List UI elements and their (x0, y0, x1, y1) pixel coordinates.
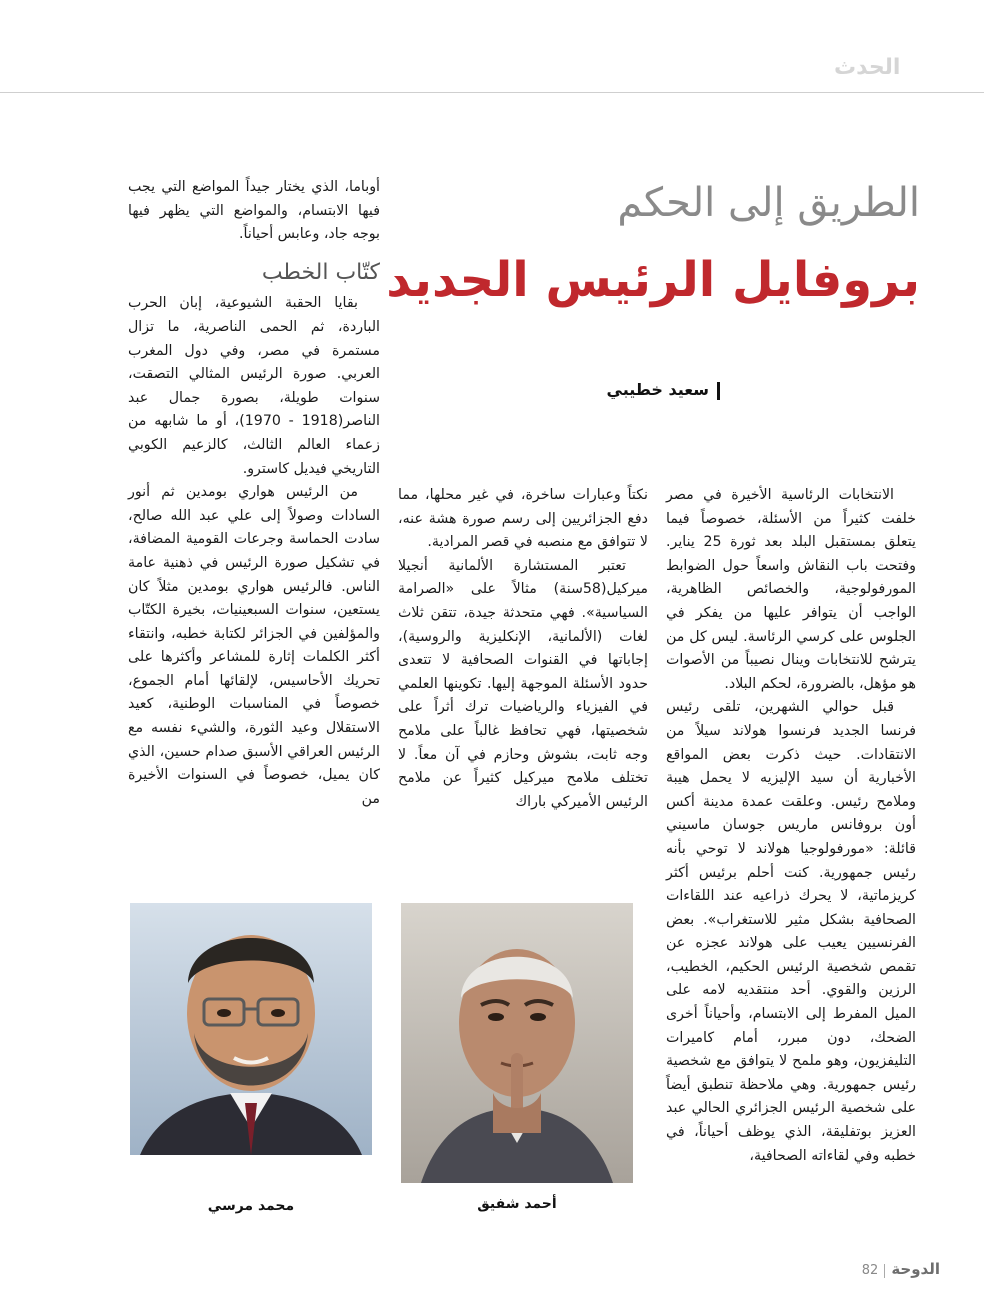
paragraph: نكتاً وعبارات ساخرة، في غير محلها، مما دفع الجزائريين إلى رسم صورة هشة عنه، لا تتوافق مع منصبه في قصر المرادية. (398, 487, 648, 551)
photo-ahmed-shafiq (401, 903, 633, 1183)
footer-separator (884, 1264, 885, 1278)
magazine-name: الدوحة (891, 1260, 940, 1278)
photo-mohamed-morsi (130, 903, 372, 1155)
section-label: الحدث (834, 55, 901, 80)
page-number: 82 (861, 1263, 879, 1278)
subheading: كتّاب الخطب (261, 259, 380, 285)
paragraph: بقايا الحقبة الشيوعية، إبان الحرب الباردة، ثم الحمى الناصرية، ما تزال مستمرة في مصر، وفي دول المغرب العربي. صورة الرئيس المثالي التصقت، سنوات طويلة، بصورة جمال عبد الناصر(1918 - 1970)، أو ما شابهه من زعماء العالم الثالث، كالزعيم الكوبي التاريخي فيديل كاسترو. (128, 295, 380, 477)
paragraph: الانتخابات الرئاسية الأخيرة في مصر خلفت كثيراً من الأسئلة، خصوصاً فيما يتعلق بمستقبل البلد بعد ثورة 25 يناير. وفتحت باب النقاش واسعاً حول الضوابط المورفولوجية، والخصائص الظاهرية، الواجب أن يتوافر عليها من يفكر في الجلوس على كرسي الرئاسة. ليس كل من يترشح للانتخابات وينال نصيباً من الأصوات هو مؤهل، بالضرورة، لحكم البلاد. (666, 487, 917, 692)
article-column-1 (666, 484, 916, 1244)
byline (520, 380, 720, 408)
article-column-2 (398, 484, 648, 884)
page-footer (800, 1260, 940, 1286)
article-kicker: الطريق إلى الحكم (617, 180, 920, 226)
portrait-illustration (130, 903, 372, 1155)
photo-caption-morsi: محمد مرسي (207, 1198, 295, 1214)
photo-caption-shafiq: أحمد شفيق (477, 1196, 557, 1212)
portrait-illustration (401, 903, 633, 1183)
article-column-3 (128, 176, 380, 888)
article-headline: بروفايل الرئيس الجديد (386, 252, 920, 308)
paragraph: من الرئيس هواري بومدين ثم أنور السادات وصولاً إلى علي عبد الله صالح، سادت الحماسة وجرعات القومية المضافة، في تشكيل صورة الرئيس في ذهنية عامة الناس. فالرئيس هواري بومدين مثلاً كان يستعين، سنوات السبعينيات، بخيرة الكتّاب والمؤلفين في الجزائر لكتابة خطبه، وانتقاء أكثر الكلمات إثارة للمشاعر وأكثرها على تحريك الأحاسيس، لإلقائها أمام الجموع، خصوصاً في المناسبات الوطنية، كعيد الاستقلال وعيد الثورة، والشيء نفسه مع الرئيس العراقي الأسبق صدام حسين، الذي كان يميل، خصوصاً في السنوات الأخيرة من (128, 484, 380, 807)
paragraph: تعتبر المستشارة الألمانية أنجيلا ميركيل(58سنة) مثالاً على «الصرامة السياسية». فهي متحدثة جيدة، تتقن ثلاث لغات (الألمانية، الإنكليزية والروسية)، إجاباتها في القنوات الصحافية لا تتعدى حدود الأسئلة الموجهة إليها. تكوينها العلمي في الفيزياء والرياضيات ترك أثراً على شخصيتها، فهي تحافظ غالباً على ملامح وجه ثابت، بشوش وحازم في آن معاً. لا تختلف ملامح ميركيل كثيراً عن ملامح الرئيس الأميركي باراك (398, 557, 648, 810)
paragraph: قبل حوالي الشهرين، تلقى رئيس فرنسا الجديد فرنسوا هولاند سيلاً من الانتقادات. حيث ذكرت بعض المواقع الأخبارية أن سيد الإليزيه لا يحمل هيبة وملامح رئيس. وعلقت عمدة مدينة أكس أون بروفانس ماريس جوسان ماسيني قائلة: «مورفولوجيا هولاند لا توحي بأنه رئيس جمهورية. كنت أحلم برئيس أكثر كريزماتية، لا يحرك ذراعيه عند اللقاءات الصحافية بشكل مثير للاستغراب». بعض الفرنسيين يعيب على هولاند عجزه عن تقمص شخصية الرئيس الحكيم، الخطيب، الرزين والقوي. أحد منتقديه لامه على الميل المفرط إلى الابتسام، وأحياناً أخرى الضحك، دون مبرر، أمام كاميرات التليفزيون، وهو ملمح لا يتوافق مع شخصية رئيس جمهورية. وهي ملاحظة تنطبق أيضاً على شخصية الرئيس الجزائري الحالي عبد العزيز بوتفليقة، الذي يوظف أحياناً، في خطبه وفي لقاءاته الصحافية، (666, 699, 916, 1164)
paragraph: أوباما، الذي يختار جيداً المواضع التي يجب فيها الابتسام، والمواضع التي يظهر فيها بوجه جاد، وعابس أحياناً. (128, 179, 380, 243)
header-divider (0, 92, 984, 93)
byline-bar (717, 382, 720, 400)
author-name: سعيد خطيبي (606, 380, 709, 399)
